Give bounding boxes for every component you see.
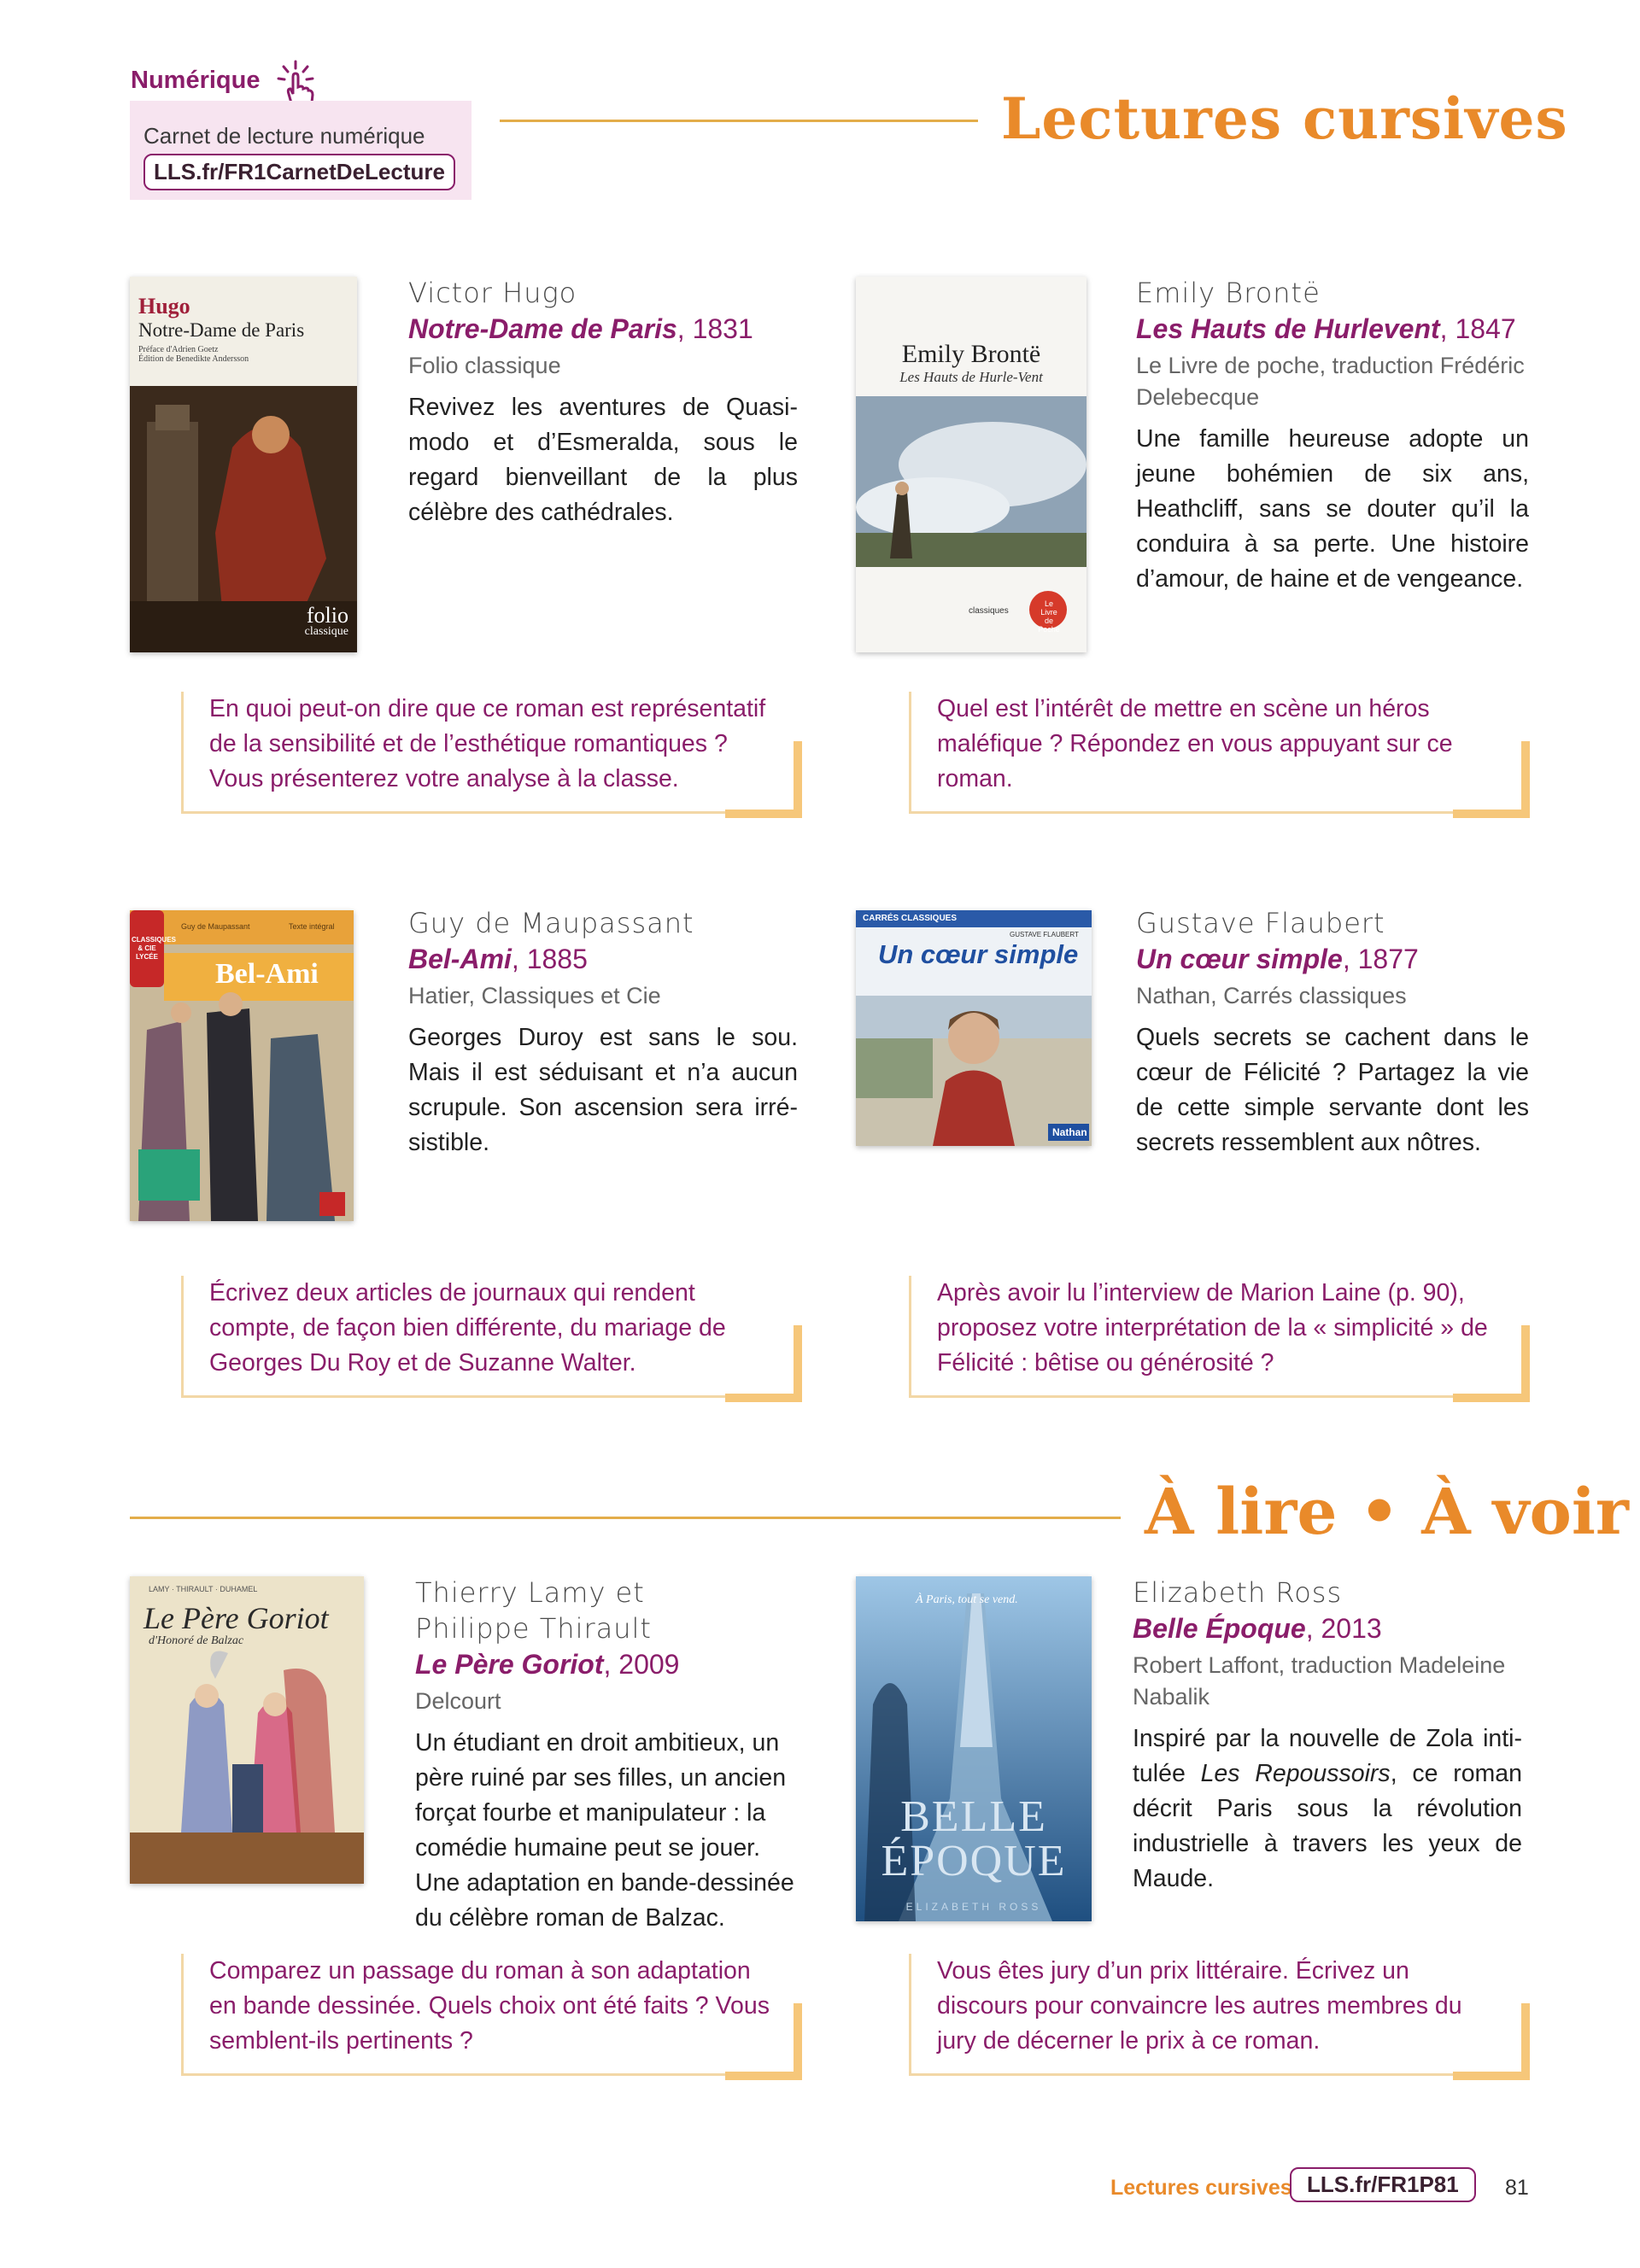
cover-subtitle: d'Honoré de Balzac — [149, 1634, 244, 1647]
livre-de-poche-logo: Le Livre de Poche — [1038, 599, 1060, 634]
nathan-logo: Nathan — [1052, 1126, 1087, 1138]
book-cover-bel-ami — [130, 910, 354, 1221]
question-text: Après avoir lu l’interview de Marion Laine (p. 90), proposez votre interprétation de la « simplicité » de Félicité : bêtise ou générosité ? — [937, 1279, 1488, 1377]
book-cover-pere-goriot — [130, 1576, 364, 1884]
book-title: Belle Époque — [1133, 1613, 1306, 1644]
page-title: Lectures cursives — [1001, 85, 1568, 152]
question-box-coeur-simple — [909, 1276, 1523, 1398]
book-title-line — [408, 941, 798, 977]
folio-logo: folio classique — [304, 603, 348, 638]
book-cover-belle-epoque — [856, 1576, 1092, 1921]
book-cover-coeur-simple — [856, 910, 1092, 1146]
box-corner — [1453, 1394, 1530, 1402]
book-title: Un cœur simple — [1136, 944, 1343, 974]
carnet-link[interactable]: LLS.fr/FR1CarnetDeLecture — [144, 154, 455, 190]
book-info-bel-ami — [408, 905, 798, 1160]
cover-title: BELLE ÉPOQUE — [881, 1792, 1067, 1885]
book-publisher: Hatier, Classiques et Cie — [408, 983, 661, 1008]
box-corner — [725, 2072, 802, 2080]
question-box-hurlevent — [909, 692, 1523, 814]
book-title: Notre-Dame de Paris — [408, 313, 677, 344]
cover-collection: CARRÉS CLASSIQUES — [863, 914, 958, 923]
book-description: Quels secrets se cachent dans le cœur de Félicité ? Partagez la vie de cette simple servante dont les secrets ressemblent aux nôtres. — [1136, 1024, 1529, 1156]
question-box-belle-epoque — [909, 1954, 1523, 2076]
book-title-line — [1136, 311, 1529, 347]
book-cover-hurlevent — [856, 277, 1086, 652]
book-author: Victor Hugo — [408, 277, 577, 309]
cover-tagline: À Paris, tout se vend. — [916, 1593, 1018, 1606]
book-publisher: Robert Laffont, traduction Madeleine Nabalik — [1133, 1652, 1506, 1710]
book-cover-notre-dame — [130, 277, 357, 652]
book-title-line — [408, 311, 798, 347]
cover-collection: classiques — [969, 606, 1009, 616]
book-year: , 2009 — [603, 1649, 680, 1680]
question-text: Quel est l’intérêt de mettre en scène un héros maléfique ? Répondez en vous appuyant sur ce roman. — [937, 695, 1453, 792]
question-text: En quoi peut-on dire que ce roman est représentatif de la sensibilité et de l’esthétique romantiques ? Vous présenterez votre analyse à la classe. — [209, 695, 766, 792]
book-publisher: Folio classique — [408, 353, 561, 378]
box-corner — [794, 1325, 802, 1402]
box-corner — [1453, 2072, 1530, 2080]
book-title-line — [1136, 941, 1529, 977]
book-info-belle-epoque — [1133, 1575, 1522, 1897]
book-title: Les Hauts de Hurlevent — [1136, 313, 1440, 344]
box-corner — [725, 810, 802, 818]
box-corner — [1521, 741, 1530, 818]
book-publisher: Nathan, Carrés classiques — [1136, 983, 1407, 1008]
question-text: Vous êtes jury d’un prix littéraire. Écrivez un discours pour convaincre les autres membres du jury de décerner le prix à ce roman. — [937, 1957, 1462, 2055]
book-author: Elizabeth Ross — [1133, 1576, 1343, 1609]
book-author: Emily Brontë — [1136, 277, 1321, 309]
cover-collection: CLASSIQUES & CIE LYCÉE — [132, 936, 177, 961]
book-description: Une famille heureuse adopte un jeune bohémien de six ans, Heathcliff, sans se douter qu’il la conduira à sa perte. Une histoire d’amour, de haine et de vengeance. — [1136, 425, 1529, 593]
book-reference-italic: Les Repoussoirs — [1200, 1760, 1391, 1787]
carnet-box — [130, 101, 472, 200]
cover-author: Guy de Maupassant — [181, 922, 250, 931]
book-publisher: Le Livre de poche, traduction Frédéric Delebecque — [1136, 353, 1525, 410]
book-year: , 1831 — [676, 313, 753, 344]
cover-text: Hugo Notre-Dame de Paris Préface d'Adrien Goetz Édition de Benedikte Andersson — [138, 294, 305, 364]
book-description: Revivez les aventures de Quasi-modo et d’Esmeralda, sous le regard bienveillant de la plus célèbre des cathédrales. — [408, 394, 798, 526]
book-year: , 1847 — [1439, 313, 1516, 344]
section-title: À lire • À voir — [1145, 1476, 1629, 1549]
book-year: , 1877 — [1342, 944, 1419, 974]
cover-title: Un cœur simple — [878, 939, 1079, 969]
book-description: Georges Duroy est sans le sou. Mais il est séduisant et n’a aucun scrupule. Son ascension sera irré-sistible. — [408, 1024, 798, 1156]
carnet-label: Carnet de lecture numérique — [144, 123, 425, 149]
cover-note: Texte intégral — [289, 922, 335, 931]
book-description: Inspiré par la nouvelle de Zola inti-tulée Les Repoussoirs, ce roman décrit Paris sous la révolution industrielle à travers les yeux de Maude. — [1133, 1725, 1522, 1892]
box-corner — [1453, 810, 1530, 818]
page-number: 81 — [1505, 2176, 1529, 2200]
box-corner — [725, 1394, 802, 1402]
book-title-line — [1133, 1610, 1522, 1646]
question-text: Écrivez deux articles de journaux qui rendent compte, de façon bien différente, du mariage de Georges Du Roy et de Suzanne Walter. — [209, 1279, 726, 1377]
book-info-coeur-simple — [1136, 905, 1529, 1160]
book-info-hurlevent — [1136, 275, 1529, 597]
cover-author: ELIZABETH ROSS — [905, 1901, 1042, 1913]
book-title: Le Père Goriot — [415, 1649, 604, 1680]
book-title-line — [415, 1646, 800, 1682]
box-corner — [1521, 2003, 1530, 2080]
book-author: Thierry Lamy et Philippe Thirault — [415, 1576, 652, 1645]
question-text: Comparez un passage du roman à son adaptation en bande dessinée. Quels choix ont été faits ? Vous semblent-ils pertinents ? — [209, 1957, 770, 2055]
section-rule — [130, 1517, 1121, 1519]
book-info-notre-dame — [408, 275, 798, 530]
book-info-pere-goriot — [415, 1575, 800, 1936]
numerique-label: Numérique — [131, 67, 261, 94]
book-publisher: Delcourt — [415, 1688, 501, 1714]
book-author: Guy de Maupassant — [408, 907, 694, 939]
box-corner — [794, 741, 802, 818]
footer-link[interactable]: LLS.fr/FR1P81 — [1290, 2167, 1476, 2202]
book-year: , 1885 — [511, 944, 588, 974]
question-box-notre-dame — [181, 692, 795, 814]
header-rule — [500, 120, 978, 122]
question-box-bel-ami — [181, 1276, 795, 1398]
book-year: , 2013 — [1305, 1613, 1382, 1644]
question-box-pere-goriot — [181, 1954, 795, 2076]
cover-text: Emily Brontë Les Hauts de Hurle-Vent — [899, 340, 1043, 385]
footer-label: Lectures cursives — [1110, 2176, 1292, 2200]
box-corner — [794, 2003, 802, 2080]
cover-title: Bel-Ami — [215, 958, 319, 990]
book-author: Gustave Flaubert — [1136, 907, 1385, 939]
book-description: Un étudiant en droit ambitieux, un père ruiné par ses filles, un ancien forçat fourbe et manipulateur : la comédie humaine peut se jouer. Une adaptation en bande-dessinée du célèbre roman de Balzac. — [415, 1729, 794, 1932]
box-corner — [1521, 1325, 1530, 1402]
book-title: Bel-Ami — [408, 944, 512, 974]
cover-author: GUSTAVE FLAUBERT — [1010, 931, 1079, 938]
cover-title: Le Père Goriot — [144, 1601, 329, 1635]
cover-authors: LAMY · THIRAULT · DUHAMEL — [149, 1585, 258, 1593]
